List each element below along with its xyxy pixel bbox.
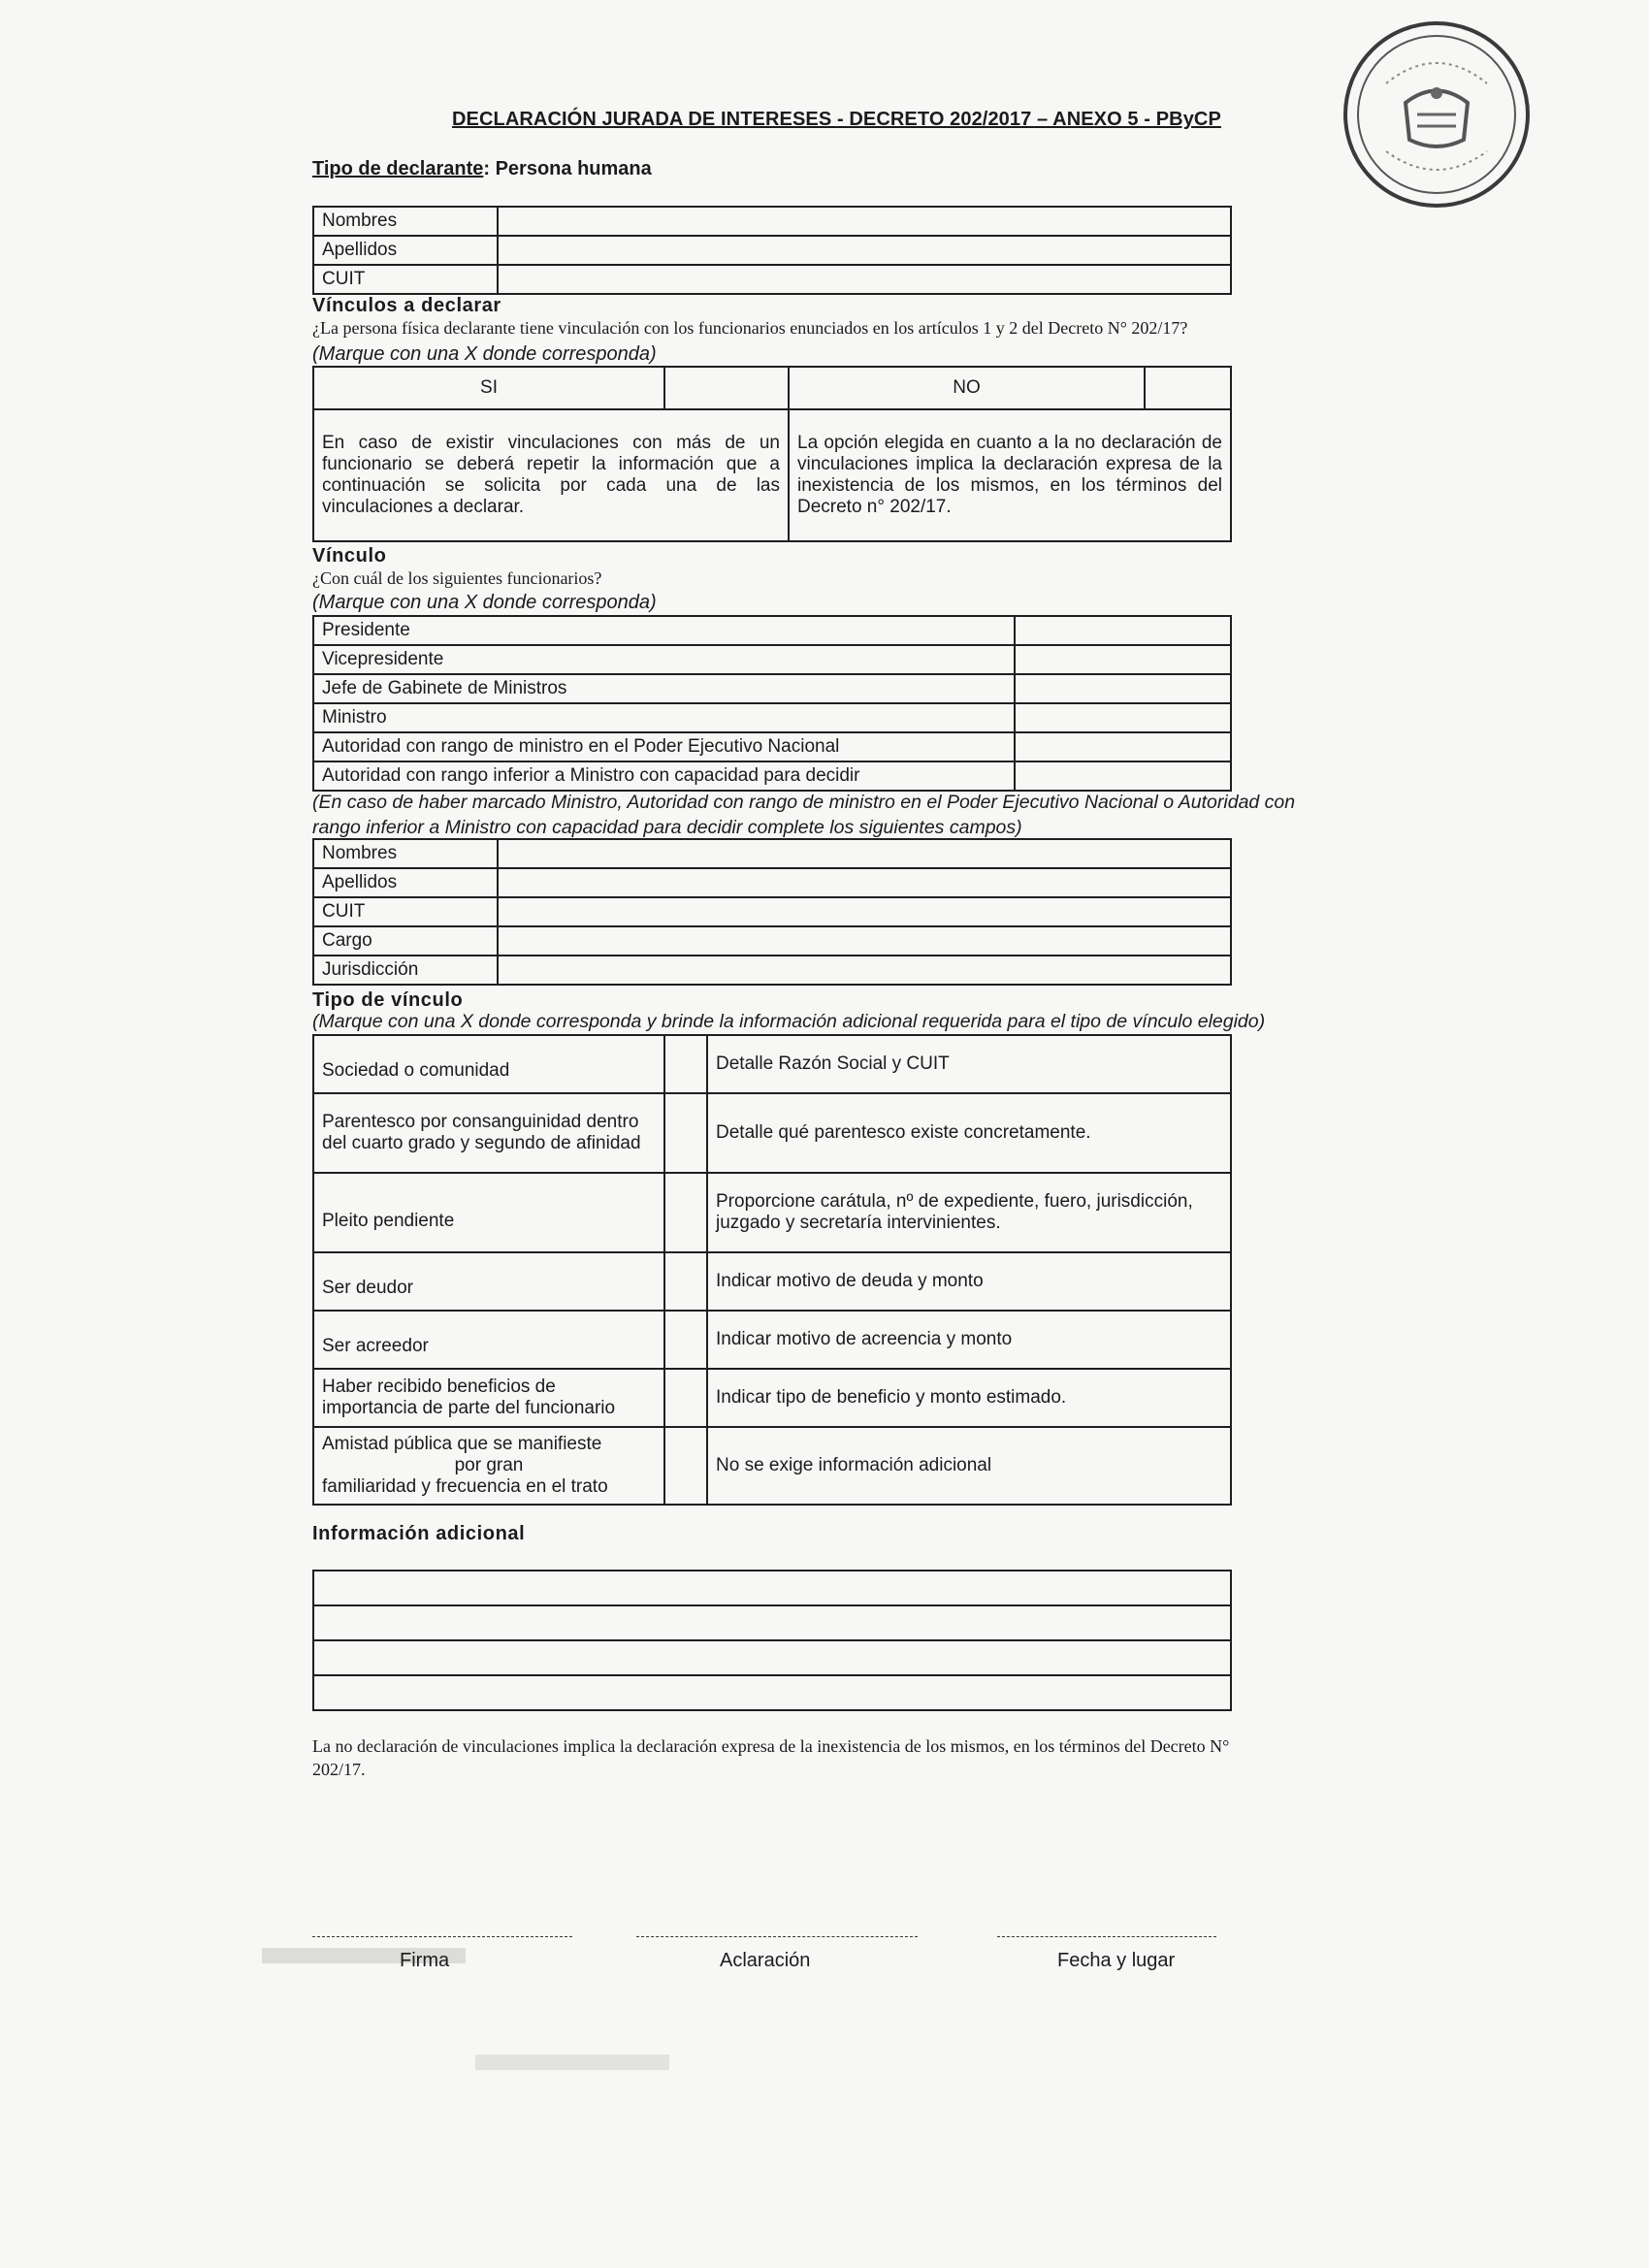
- additional-info-row: [313, 1675, 1231, 1710]
- official-row: [313, 761, 1231, 791]
- identity-table: [312, 206, 1232, 295]
- official-checkbox-cell[interactable]: [1015, 645, 1231, 674]
- clarification-line[interactable]: [636, 1936, 918, 1937]
- links-yes-no-table: [312, 366, 1232, 542]
- declarant-type-label: Tipo de declarante: [312, 158, 484, 179]
- additional-info-heading: Información adicional: [312, 1523, 526, 1544]
- identity-row: [313, 207, 1231, 236]
- link-type-label: Pleito pendiente: [313, 1173, 664, 1252]
- official-label: Autoridad con rango de ministro en el Poder Ejecutivo Nacional: [313, 732, 1015, 761]
- official-row: [313, 645, 1231, 674]
- link-type-detail: Indicar tipo de beneficio y monto estimado.: [707, 1369, 1231, 1427]
- additional-info-row: [313, 1605, 1231, 1640]
- official-checkbox-cell[interactable]: [1015, 616, 1231, 645]
- link-type-checkbox-cell[interactable]: [664, 1427, 707, 1505]
- surname-input-cell[interactable]: [498, 236, 1231, 265]
- signature-line[interactable]: [312, 1936, 572, 1937]
- yes-checkbox-cell[interactable]: [664, 367, 789, 409]
- date-place-line[interactable]: [997, 1936, 1216, 1937]
- link-type-checkbox-cell[interactable]: [664, 1035, 707, 1093]
- official-checkbox-cell[interactable]: [1015, 732, 1231, 761]
- field-label: Apellidos: [313, 868, 498, 897]
- vinculo-question: ¿Con cuál de los siguientes funcionarios?: [312, 568, 602, 588]
- link-type-row: [313, 1311, 1231, 1369]
- link-type-row: [313, 1252, 1231, 1311]
- official-row: [313, 732, 1231, 761]
- field-label: Cargo: [313, 926, 498, 956]
- date-place-label: Fecha y lugar: [1057, 1950, 1176, 1971]
- yes-no-explanation-row: [313, 409, 1231, 541]
- yes-explanation: En caso de existir vinculaciones con más de un funcionario se deberá repetir la información que a continuación se solicita por cada una de las vinculaciones a declarar.: [313, 409, 789, 541]
- additional-info-row: [313, 1640, 1231, 1675]
- link-type-row: [313, 1093, 1231, 1173]
- links-instruction: (Marque con una X donde corresponda): [312, 343, 657, 365]
- link-type-label: Ser acreedor: [313, 1311, 664, 1369]
- official-label: Jefe de Gabinete de Ministros: [313, 674, 1015, 703]
- footer-note-line1: La no declaración de vinculaciones implica la declaración expresa de la inexistencia de los mismos, en los términos del Decreto N°: [312, 1736, 1230, 1756]
- link-type-checkbox-cell[interactable]: [664, 1311, 707, 1369]
- official-detail-row: [313, 897, 1231, 926]
- link-type-instruction: (Marque con una X donde corresponda y brinde la información adicional requerida para el tipo de vínculo elegido): [312, 1011, 1266, 1032]
- link-type-checkbox-cell[interactable]: [664, 1093, 707, 1173]
- vinculo-heading: Vínculo: [312, 545, 387, 567]
- clarification-label: Aclaración: [720, 1950, 811, 1971]
- official-checkbox-cell[interactable]: [1015, 674, 1231, 703]
- vinculo-instruction: (Marque con una X donde corresponda): [312, 592, 657, 613]
- link-type-table: [312, 1034, 1232, 1506]
- official-details-table: [312, 838, 1232, 986]
- seal-emblem: [1347, 25, 1526, 204]
- official-detail-row: [313, 868, 1231, 897]
- official-seal-stamp: [1343, 21, 1530, 208]
- link-type-row: [313, 1173, 1231, 1252]
- official-checkbox-cell[interactable]: [1015, 761, 1231, 791]
- link-type-checkbox-cell[interactable]: [664, 1369, 707, 1427]
- additional-info-input-cell[interactable]: [313, 1640, 1231, 1675]
- additional-info-table: [312, 1570, 1232, 1711]
- official-detail-row: [313, 956, 1231, 985]
- official-label: Presidente: [313, 616, 1015, 645]
- field-label: CUIT: [313, 265, 498, 294]
- official-cuit-input-cell[interactable]: [498, 897, 1231, 926]
- field-label: CUIT: [313, 897, 498, 926]
- link-type-detail: Detalle qué parentesco existe concretamente.: [707, 1093, 1231, 1173]
- yes-label: SI: [313, 367, 664, 409]
- official-checkbox-cell[interactable]: [1015, 703, 1231, 732]
- link-type-row: [313, 1369, 1231, 1427]
- additional-info-input-cell[interactable]: [313, 1605, 1231, 1640]
- links-heading: Vínculos a declarar: [312, 295, 501, 316]
- official-name-input-cell[interactable]: [498, 839, 1231, 868]
- link-type-detail: No se exige información adicional: [707, 1427, 1231, 1505]
- yes-no-row: [313, 367, 1231, 409]
- identity-row: [313, 265, 1231, 294]
- link-type-row: [313, 1035, 1231, 1093]
- footer-note-line2: 202/17.: [312, 1760, 366, 1779]
- official-row: [313, 616, 1231, 645]
- name-input-cell[interactable]: [498, 207, 1231, 236]
- additional-info-row: [313, 1571, 1231, 1605]
- signature-label: Firma: [400, 1950, 450, 1971]
- link-type-label: [313, 1427, 664, 1505]
- declarant-type-value: Persona humana: [495, 158, 652, 179]
- link-type-detail: Indicar motivo de deuda y monto: [707, 1252, 1231, 1311]
- link-type-label: Ser deudor: [313, 1252, 664, 1311]
- field-label: Apellidos: [313, 236, 498, 265]
- link-type-row: [313, 1427, 1231, 1505]
- official-position-input-cell[interactable]: [498, 926, 1231, 956]
- identity-row: [313, 236, 1231, 265]
- official-label: Autoridad con rango inferior a Ministro con capacidad para decidir: [313, 761, 1015, 791]
- official-detail-row: [313, 926, 1231, 956]
- official-label: Vicepresidente: [313, 645, 1015, 674]
- document-title: DECLARACIÓN JURADA DE INTERESES - DECRETO 202/2017 – ANEXO 5 - PByCP: [452, 109, 1221, 130]
- link-type-label-line: familiaridad y frecuencia en el trato: [322, 1475, 608, 1497]
- field-label: Nombres: [313, 839, 498, 868]
- official-row: [313, 674, 1231, 703]
- declarant-type-colon: :: [483, 158, 491, 179]
- no-checkbox-cell[interactable]: [1145, 367, 1231, 409]
- official-jurisdiction-input-cell[interactable]: [498, 956, 1231, 985]
- officials-table: [312, 615, 1232, 792]
- declarant-type: [312, 158, 652, 180]
- additional-info-input-cell[interactable]: [313, 1571, 1231, 1605]
- link-type-heading: Tipo de vínculo: [312, 989, 464, 1011]
- additional-info-input-cell[interactable]: [313, 1675, 1231, 1710]
- no-label: NO: [789, 367, 1145, 409]
- link-type-detail: Indicar motivo de acreencia y monto: [707, 1311, 1231, 1369]
- official-surname-input-cell[interactable]: [498, 868, 1231, 897]
- links-question: ¿La persona física declarante tiene vinculación con los funcionarios enunciados en los artículos 1 y 2 del Decreto N° 202/17?: [312, 318, 1188, 338]
- link-type-label: Parentesco por consanguinidad dentro del cuarto grado y segundo de afinidad: [313, 1093, 664, 1173]
- link-type-label-line: por gran: [454, 1455, 524, 1476]
- officials-note-line2: rango inferior a Ministro con capacidad para decidir complete los siguientes campos): [312, 817, 1022, 838]
- field-label: Nombres: [313, 207, 498, 236]
- officials-note-line1: (En caso de haber marcado Ministro, Autoridad con rango de ministro en el Poder Ejecutivo Nacional o Autoridad con: [312, 792, 1296, 813]
- link-type-detail: Detalle Razón Social y CUIT: [707, 1035, 1231, 1093]
- field-label: Jurisdicción: [313, 956, 498, 985]
- cuit-input-cell[interactable]: [498, 265, 1231, 294]
- link-type-checkbox-cell[interactable]: [664, 1173, 707, 1252]
- link-type-label: Haber recibido beneficios de importancia de parte del funcionario: [313, 1369, 664, 1427]
- no-explanation: La opción elegida en cuanto a la no declaración de vinculaciones implica la declaración expresa de la inexistencia de los mismos, en los términos del Decreto n° 202/17.: [789, 409, 1231, 541]
- bleed-through-mark: [475, 2055, 669, 2070]
- official-detail-row: [313, 839, 1231, 868]
- link-type-label-line: Amistad pública que se manifieste: [322, 1434, 602, 1455]
- official-label: Ministro: [313, 703, 1015, 732]
- link-type-detail: Proporcione carátula, nº de expediente, fuero, jurisdicción, juzgado y secretaría intervinientes.: [707, 1173, 1231, 1252]
- link-type-label: Sociedad o comunidad: [313, 1035, 664, 1093]
- official-row: [313, 703, 1231, 732]
- link-type-checkbox-cell[interactable]: [664, 1252, 707, 1311]
